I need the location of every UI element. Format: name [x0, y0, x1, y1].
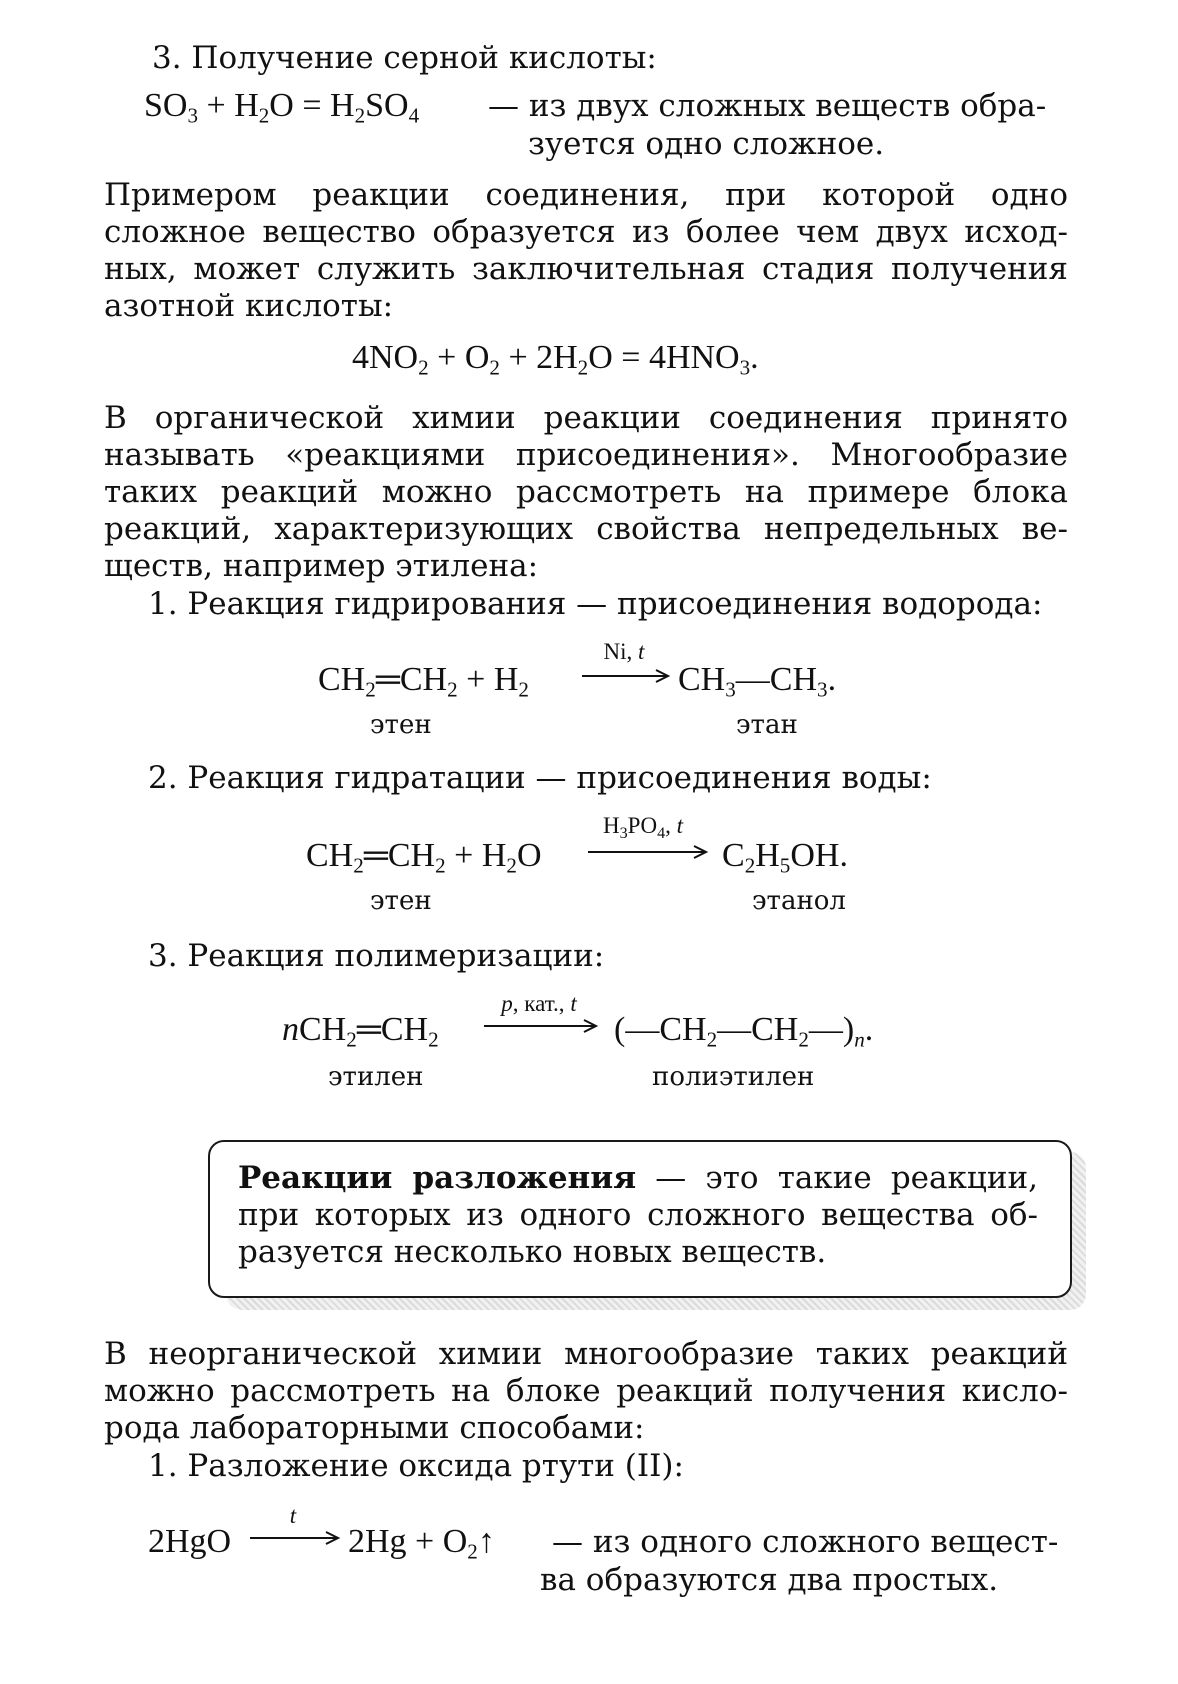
equation-hydration-right: $C_2H_5OH$.: [722, 837, 848, 878]
equation-hydrogenation-left: $CH_2═CH_2 + H_2$: [318, 661, 529, 702]
substance-label: этанол: [752, 886, 846, 916]
equation-hydration-left: $CH_2═CH_2 + H_2O$: [306, 837, 542, 878]
equation-polymerization-right: $(—CH_2—CH_2—)_n$.: [614, 1011, 874, 1052]
paragraph-line: сложное вещество образуется из более чем двух исход-: [104, 214, 1068, 250]
paragraph-line: В неорганической химии многообразие таких реакций: [104, 1336, 1068, 1372]
definition-line: при которых из одного сложного вещества об-: [238, 1197, 1038, 1233]
equation-hydrogenation-right: $CH_3—CH_3$.: [678, 661, 837, 702]
substance-label: этен: [370, 886, 432, 916]
paragraph-line: можно рассмотреть на блоке реакций получения кисло-: [104, 1373, 1068, 1409]
paragraph-line: рода лабораторными способами:: [104, 1410, 645, 1446]
equation-hgo-right: $2Hg + O_2↑$: [348, 1523, 495, 1564]
substance-label: этилен: [328, 1062, 424, 1092]
section-heading: 3. Получение серной кислоты:: [152, 40, 657, 76]
paragraph-line: таких реакций можно рассмотреть на примере блока: [104, 474, 1068, 510]
list-item-heading: 2. Реакция гидратации — присоединения воды:: [148, 760, 932, 796]
reaction-arrow-icon: [588, 844, 710, 860]
paragraph-line: ных, может служить заключительная стадия получения: [104, 251, 1068, 287]
reaction-arrow-icon: [484, 1018, 600, 1034]
equation-comment: ва образуются два простых.: [540, 1562, 999, 1598]
definition-line: Реакции разложения — это такие реакции,: [238, 1160, 1038, 1196]
list-item-heading: 3. Реакция полимеризации:: [148, 938, 605, 974]
substance-label: полиэтилен: [652, 1062, 815, 1092]
paragraph-line: В органической химии реакции соединения принято: [104, 400, 1068, 436]
list-item-heading: 1. Реакция гидрирования — присоединения водорода:: [148, 586, 1043, 622]
reaction-arrow-icon: [250, 1530, 342, 1546]
equation-comment: — из двух сложных веществ обра-: [488, 88, 1047, 124]
definition-line: разуется несколько новых веществ.: [238, 1234, 827, 1270]
equation-hgo-left: 2HgO: [148, 1523, 232, 1560]
equation-nitric-acid: $4NO_2 + O_2 + 2H_2O = 4HNO_3$.: [352, 339, 759, 380]
substance-label: этан: [736, 710, 798, 740]
list-item-heading: 1. Разложение оксида ртути (II):: [148, 1448, 684, 1484]
substance-label: этен: [370, 710, 432, 740]
catalyst-label: Ni, t: [603, 639, 645, 664]
equation-comment: зуется одно сложное.: [528, 126, 885, 162]
equation-sulfuric-acid: $SO_3 + H_2O = H_2SO_4$: [144, 87, 420, 128]
equation-comment: — из одного сложного вещест-: [552, 1524, 1059, 1560]
catalyst-label: $H_3PO_4$, t: [602, 813, 683, 843]
paragraph-line: азотной кислоты:: [104, 288, 394, 324]
paragraph-line: называть «реакциями присоединения». Многообразие: [104, 437, 1068, 473]
paragraph-line: ществ, например этилена:: [104, 548, 539, 584]
definition-term: Реакции разложения: [238, 1160, 637, 1196]
equation-polymerization-left: $nCH_2═CH_2$: [282, 1011, 439, 1052]
paragraph-line: Примером реакции соединения, при которой одно: [104, 177, 1068, 213]
paragraph-line: реакций, характеризующих свойства непредельных ве-: [104, 511, 1068, 547]
reaction-arrow-icon: [582, 668, 672, 684]
catalyst-label: p, кат., t: [501, 991, 577, 1016]
catalyst-label: t: [289, 1503, 297, 1528]
